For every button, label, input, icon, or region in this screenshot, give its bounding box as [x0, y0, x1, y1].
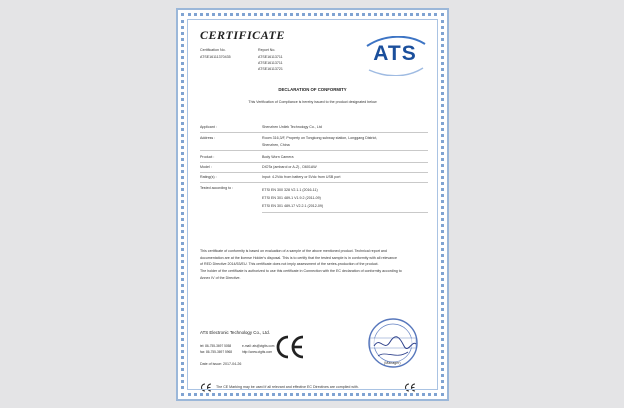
- statement-line: This certificate of conformity is based on evaluation of a sample of the above mentioned product. Technical report and: [200, 249, 387, 253]
- rating-label: Rating(s) :: [200, 175, 217, 179]
- cert-no-label: Certification No.: [200, 48, 226, 52]
- company-fax: fax: 86-755-3697 5968: [200, 350, 233, 354]
- rating-value: Input: 4.2Vdc from battery or 5Vdc from USB port: [262, 175, 341, 179]
- issue-date: Date of issue: 2017-04-26: [200, 362, 242, 366]
- ce-mark-icon: [274, 334, 306, 360]
- declaration-heading: DECLARATION OF CONFORMITY: [278, 87, 347, 92]
- report-no-3: ATSE16113721: [258, 67, 283, 71]
- company-web: http://www.ctgtts.com: [242, 350, 273, 354]
- address-value-2: Shenzhen, China: [262, 143, 290, 147]
- model-value: DIOTa (ambarol or A-Z) , D601AW: [262, 165, 317, 169]
- statement-line: of RED Directive 2014/53/EU. This certificate does not imply assessment of the series-production of the product.: [200, 262, 379, 267]
- address-value: Room 316,3/F, Property on Tongkong subway station, Longgang District,: [262, 136, 378, 140]
- official-stamp-icon: [366, 316, 420, 370]
- model-label: Model :: [200, 165, 212, 169]
- product-value: Body Worn Camera: [262, 155, 294, 159]
- standard-2: ETSI EN 301 489-1 V1.9.2 (2011-09): [262, 196, 321, 200]
- divider: [200, 172, 428, 173]
- small-ce-mark-icon: [200, 383, 212, 392]
- address-label: Address :: [200, 136, 216, 140]
- cert-no-value: ATSE16111370435: [200, 55, 231, 59]
- company-email: e-mail: ats@ctgtts.com: [242, 344, 275, 348]
- certificate-document: [176, 8, 449, 401]
- statement-line: The holder of the certificate is authorized to use this certificate in Connection with the EC declaration of conformity according to: [200, 269, 402, 274]
- ats-logo-text: ATS: [373, 42, 417, 65]
- divider: [262, 212, 428, 213]
- report-no-2: ATSE16113711: [258, 61, 283, 65]
- report-no-label: Report No.: [258, 48, 276, 52]
- tested-label: Tested according to :: [200, 186, 234, 190]
- ats-logo: [363, 36, 427, 76]
- standard-3: ETSI EN 301 489-17 V2.2.1 (2012-09): [262, 204, 324, 208]
- statement-line: Annex IV of the Directive.: [200, 275, 241, 280]
- company-name: ATS Electronic Technology Co., Ltd.: [200, 330, 270, 335]
- conformity-statement: [200, 248, 430, 282]
- standard-1: ETSI EN 300 328 V2.1.1 (2016-11): [262, 188, 318, 192]
- ats-swoosh-icon: [363, 36, 427, 76]
- divider: [200, 162, 428, 163]
- certificate-title: CERTIFICATE: [200, 28, 285, 42]
- statement-line: documentation are at the license Holder's disposal. This is to certify that the tested sample is in conformity with all relevance: [200, 255, 397, 260]
- applicant-value: Shenzhen Unilek Technology Co., Ltd: [262, 125, 322, 129]
- applicant-label: Applicant :: [200, 125, 217, 129]
- small-ce-mark-icon: [404, 383, 416, 392]
- footer-text: The CE Marking may be used if all relevant and effective EC Directives are complied with.: [216, 385, 359, 389]
- product-label: Product :: [200, 155, 215, 159]
- report-no-1: ATSE16113711: [258, 55, 283, 59]
- divider: [200, 150, 428, 151]
- stamp-role: (Manager): [384, 361, 401, 365]
- intro-text: This Verification of Compliance is hereby issued to the product designated below: [248, 100, 377, 104]
- divider: [200, 132, 428, 133]
- divider: [200, 182, 428, 183]
- company-tel: tel: 86-755-3697 5058: [200, 344, 232, 348]
